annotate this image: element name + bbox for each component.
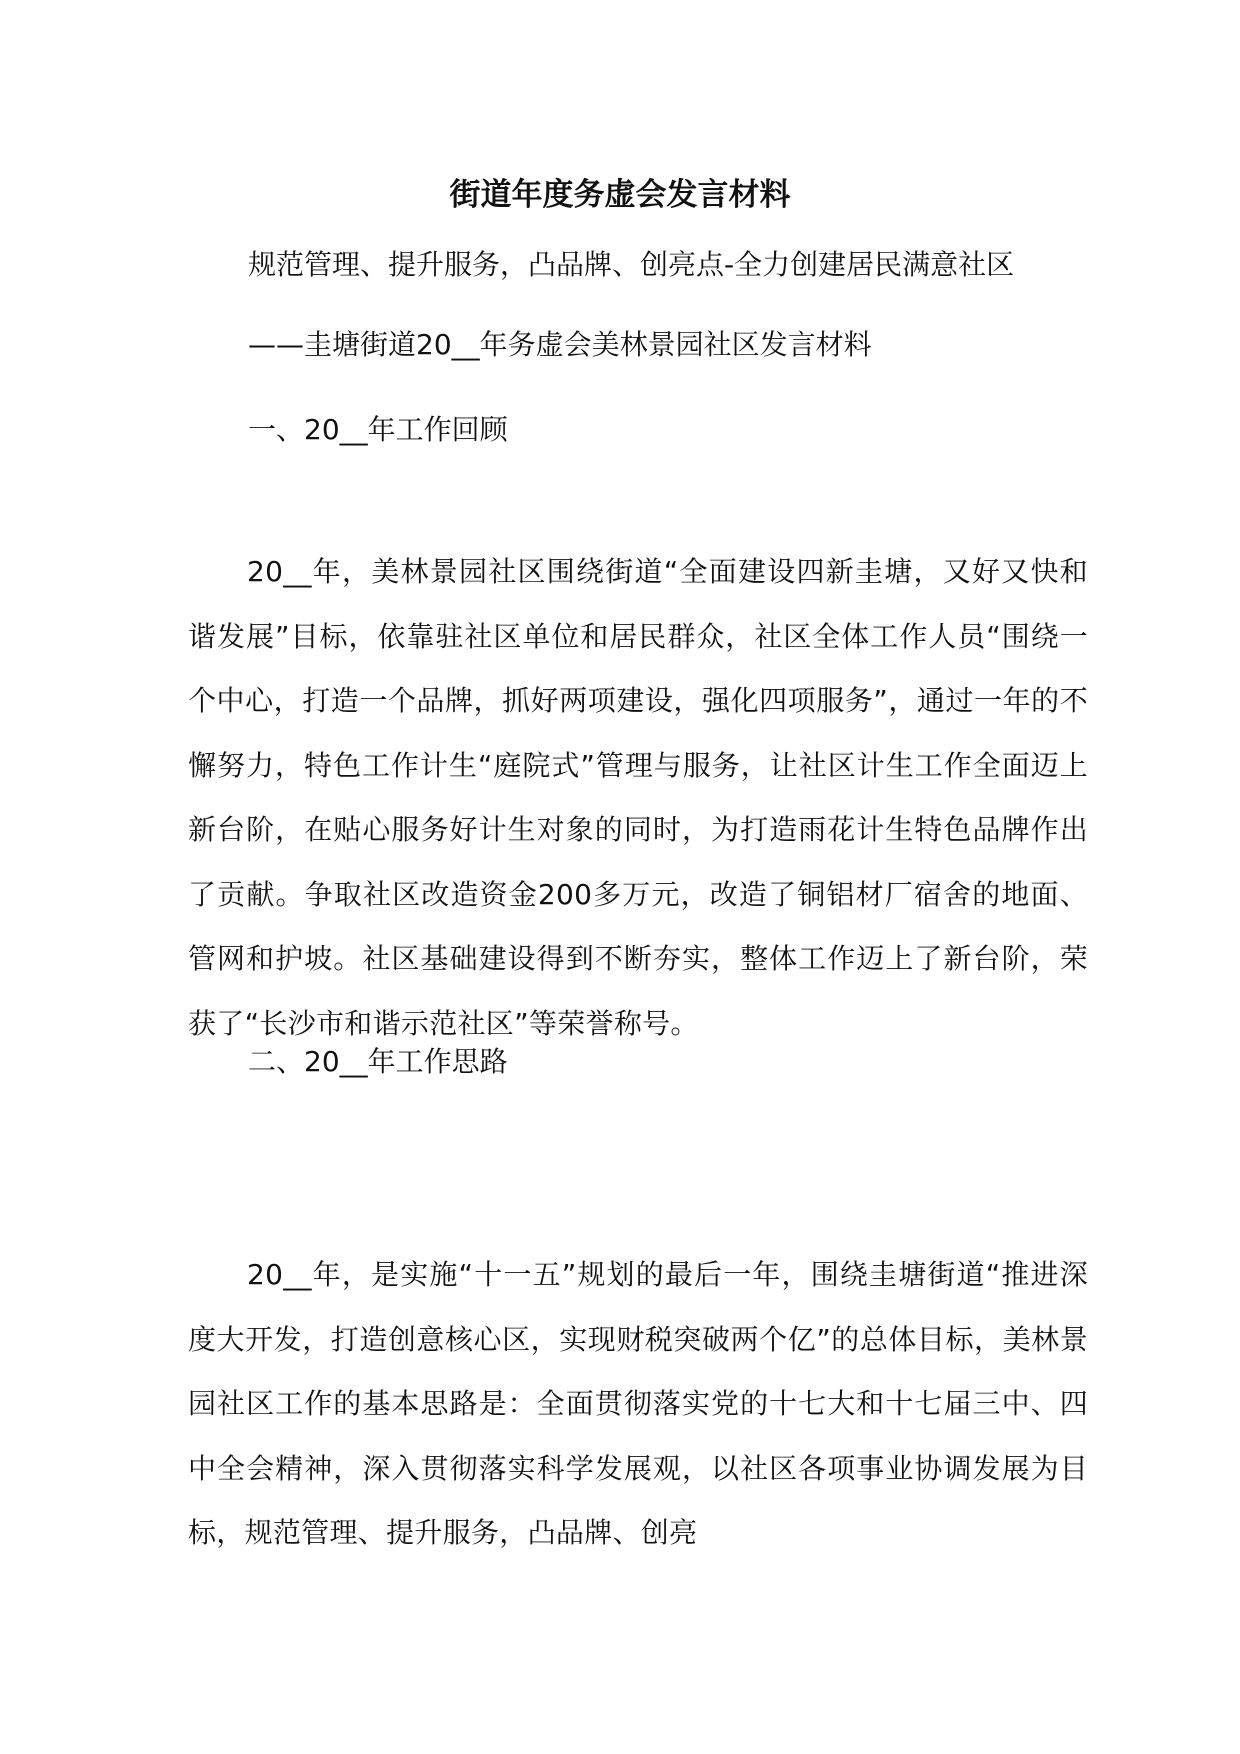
section-heading-plan: 二、20__年工作思路 <box>248 1045 508 1078</box>
section-paragraph-review: 20__年，美林景园社区围绕街道“全面建设四新圭塘，又好又快和谐发展”目标，依靠驻社区单位和居民群众，社区全体工作人员“围绕一个中心，打造一个品牌，抓好两项建设，强化四项服务”，通过一年的不懈努力，特色工作计生“庭院式”管理与服务，让社区计生工作全面迈上新台阶，在贴心服务好计生对象的同时，为打造雨花计生特色品牌作出了贡献。争取社区改造资金200多万元，改造了铜铝材厂宿舍的地面、管网和护坡。社区基础建设得到不断夯实，整体工作迈上了新台阶，荣获了“长沙市和谐示范社区”等荣誉称号。 <box>188 555 1088 1040</box>
document-subtitle: 规范管理、提升服务，凸品牌、创亮点-全力创建居民满意社区 <box>248 248 1015 281</box>
section-paragraph-plan: 20__年，是实施“十一五”规划的最后一年，围绕圭塘街道“推进深度大开发，打造创意核心区，实现财税突破两个亿”的总体目标，美林景园社区工作的基本思路是：全面贯彻落实党的十七大和十七届三中、四中全会精神，深入贯彻落实科学发展观，以社区各项事业协调发展为目标，规范管理、提升服务，凸品牌、创亮 <box>188 1258 1088 1549</box>
document-byline: ——圭塘街道20__年务虚会美林景园社区发言材料 <box>248 328 872 361</box>
section-heading-review: 一、20__年工作回顾 <box>248 413 508 446</box>
document-title: 街道年度务虚会发言材料 <box>449 177 791 213</box>
